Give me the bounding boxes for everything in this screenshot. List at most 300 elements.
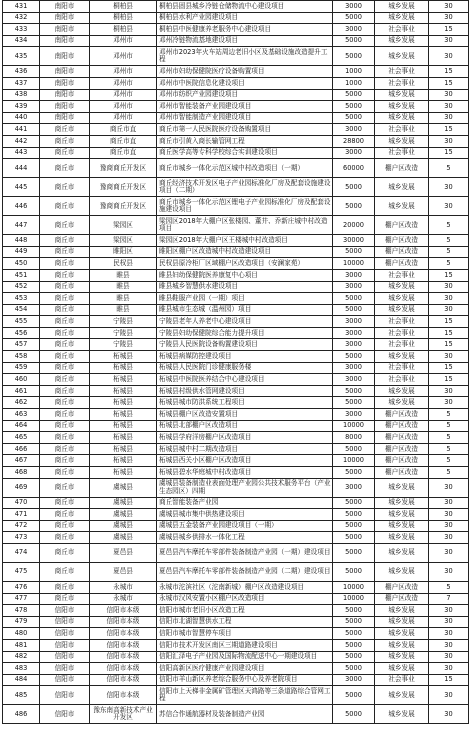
county-cell: 邓州市 <box>90 89 157 101</box>
amount-cell: 8000 <box>333 432 375 444</box>
city-cell: 商丘市 <box>40 509 90 521</box>
project-name-cell: 信阳市城市智慧停车项目 <box>157 628 333 640</box>
amount-cell: 3000 <box>333 147 375 159</box>
city-cell: 商丘市 <box>40 351 90 363</box>
table-row <box>3 89 469 101</box>
category-cell: 城乡发展 <box>375 532 429 544</box>
row-number-cell: 459 <box>3 362 40 374</box>
county-cell: 夏邑县 <box>90 562 157 581</box>
county-cell: 信阳市本级 <box>90 663 157 675</box>
years-cell: 30 <box>429 12 469 24</box>
table-row <box>3 216 469 235</box>
category-cell: 社会事业 <box>375 674 429 686</box>
years-cell: 30 <box>429 397 469 409</box>
county-cell: 信阳市本级 <box>90 674 157 686</box>
table-row <box>3 628 469 640</box>
years-cell: 30 <box>429 304 469 316</box>
table-row <box>3 409 469 421</box>
amount-cell: 5000 <box>333 497 375 509</box>
category-cell: 城乡发展 <box>375 304 429 316</box>
table-row <box>3 281 469 293</box>
project-name-cell: 邓州市2023年火车站周边老旧小区及基础设施改造提升工程 <box>157 47 333 66</box>
county-cell: 睢县 <box>90 293 157 305</box>
amount-cell: 3000 <box>333 316 375 328</box>
row-number-cell: 448 <box>3 235 40 247</box>
project-name-cell: 柘城县城中村二期改造项目 <box>157 443 333 455</box>
project-table-page <box>2 0 468 742</box>
amount-cell: 5000 <box>333 385 375 397</box>
amount-cell: 28800 <box>333 135 375 147</box>
amount-cell: 5000 <box>333 686 375 705</box>
amount-cell: 3000 <box>333 269 375 281</box>
project-name-cell: 信阳市羊山新区养老综合服务中心及养老院项目 <box>157 674 333 686</box>
project-name-cell: 苏信合作通航器材及装备制造产业园 <box>157 705 333 724</box>
city-cell: 商丘市 <box>40 178 90 197</box>
project-name-cell: 商丘市引黄入商长输管网工程 <box>157 135 333 147</box>
amount-cell: 5000 <box>333 89 375 101</box>
years-cell: 30 <box>429 605 469 617</box>
row-number-cell: 457 <box>3 339 40 351</box>
years-cell: 30 <box>429 197 469 216</box>
city-cell: 商丘市 <box>40 455 90 467</box>
county-cell: 柘城县 <box>90 351 157 363</box>
table-row <box>3 112 469 124</box>
amount-cell: 5000 <box>333 112 375 124</box>
years-cell: 30 <box>429 628 469 640</box>
category-cell: 社会事业 <box>375 24 429 36</box>
amount-cell: 5000 <box>333 562 375 581</box>
table-row <box>3 663 469 675</box>
project-name-cell: 睢县妇幼保健院医养康复中心项目 <box>157 269 333 281</box>
category-cell: 城乡发展 <box>375 628 429 640</box>
city-cell: 商丘市 <box>40 593 90 605</box>
table-row <box>3 24 469 36</box>
city-cell: 商丘市 <box>40 293 90 305</box>
table-row <box>3 581 469 593</box>
project-name-cell: 虞城县装备制造业表面处理产业园公共技术服务平台（产业生态园区）四期 <box>157 478 333 497</box>
county-cell: 睢县 <box>90 304 157 316</box>
years-cell: 15 <box>429 339 469 351</box>
category-cell: 社会事业 <box>375 327 429 339</box>
table-row <box>3 562 469 581</box>
city-cell: 南阳市 <box>40 112 90 124</box>
table-row <box>3 455 469 467</box>
years-cell: 30 <box>429 281 469 293</box>
project-name-cell: 宁陵县老年人养老中心建设项目 <box>157 316 333 328</box>
years-cell: 30 <box>429 351 469 363</box>
years-cell: 30 <box>429 101 469 113</box>
city-cell: 商丘市 <box>40 397 90 409</box>
amount-cell: 5000 <box>333 543 375 562</box>
amount-cell: 3000 <box>333 327 375 339</box>
project-name-cell: 永城市汉风安置小区棚户区改造项目 <box>157 593 333 605</box>
city-cell: 商丘市 <box>40 216 90 235</box>
table-row <box>3 197 469 216</box>
table-row <box>3 420 469 432</box>
amount-cell: 3000 <box>333 281 375 293</box>
category-cell: 城乡发展 <box>375 497 429 509</box>
city-cell: 商丘市 <box>40 432 90 444</box>
category-cell: 城乡发展 <box>375 509 429 521</box>
county-cell: 邓州市 <box>90 77 157 89</box>
category-cell: 社会事业 <box>375 77 429 89</box>
category-cell: 城乡发展 <box>375 112 429 124</box>
category-cell: 棚户区改造 <box>375 159 429 178</box>
city-cell: 商丘市 <box>40 443 90 455</box>
years-cell: 15 <box>429 374 469 386</box>
project-name-cell: 信阳市城市老旧小区改造工程 <box>157 605 333 617</box>
table-row <box>3 178 469 197</box>
category-cell: 棚户区改造 <box>375 467 429 479</box>
city-cell: 南阳市 <box>40 24 90 36</box>
row-number-cell: 433 <box>3 24 40 36</box>
row-number-cell: 462 <box>3 397 40 409</box>
table-row <box>3 497 469 509</box>
city-cell: 信阳市 <box>40 686 90 705</box>
county-cell: 睢县 <box>90 269 157 281</box>
row-number-cell: 434 <box>3 35 40 47</box>
category-cell: 城乡发展 <box>375 605 429 617</box>
city-cell: 商丘市 <box>40 581 90 593</box>
county-cell: 柘城县 <box>90 467 157 479</box>
amount-cell: 60000 <box>333 159 375 178</box>
category-cell: 城乡发展 <box>375 543 429 562</box>
project-name-cell: 柘城县病媒防控建设项目 <box>157 351 333 363</box>
amount-cell: 5000 <box>333 509 375 521</box>
city-cell: 商丘市 <box>40 246 90 258</box>
project-name-cell: 邓州市妇幼保健院医疗设备购置项目 <box>157 66 333 78</box>
amount-cell: 5000 <box>333 12 375 24</box>
project-name-cell: 邓州市纺织产业园建设项目 <box>157 89 333 101</box>
table-row <box>3 674 469 686</box>
county-cell: 宁陵县 <box>90 327 157 339</box>
category-cell: 城乡发展 <box>375 520 429 532</box>
row-number-cell: 456 <box>3 327 40 339</box>
table-row <box>3 532 469 544</box>
table-row <box>3 124 469 136</box>
project-name-cell: 柘城县碧水华庭城中村改造项目 <box>157 467 333 479</box>
row-number-cell: 438 <box>3 89 40 101</box>
table-row <box>3 147 469 159</box>
amount-cell: 3000 <box>333 674 375 686</box>
row-number-cell: 436 <box>3 66 40 78</box>
county-cell: 永城市 <box>90 581 157 593</box>
row-number-cell: 474 <box>3 543 40 562</box>
project-name-cell: 夏邑县汽车摩托车零部件装备制造产业园（一期）建设项目 <box>157 543 333 562</box>
row-number-cell: 432 <box>3 12 40 24</box>
project-name-cell: 商丘经济技术开发区电子产业园标准化厂房及配套设施建设项目（二期） <box>157 178 333 197</box>
project-name-cell: 信阳市北湖智慧供水工程 <box>157 616 333 628</box>
row-number-cell: 465 <box>3 432 40 444</box>
category-cell: 城乡发展 <box>375 351 429 363</box>
row-number-cell: 455 <box>3 316 40 328</box>
table-row <box>3 339 469 351</box>
table-row <box>3 605 469 617</box>
row-number-cell: 472 <box>3 520 40 532</box>
years-cell: 5 <box>429 443 469 455</box>
city-cell: 信阳市 <box>40 605 90 617</box>
years-cell: 5 <box>429 216 469 235</box>
years-cell: 5 <box>429 467 469 479</box>
row-number-cell: 451 <box>3 269 40 281</box>
project-name-cell: 睢县鞋服产业园（一期）项目 <box>157 293 333 305</box>
category-cell: 城乡发展 <box>375 663 429 675</box>
city-cell: 商丘市 <box>40 235 90 247</box>
amount-cell: 5000 <box>333 293 375 305</box>
table-row <box>3 593 469 605</box>
category-cell: 棚户区改造 <box>375 581 429 593</box>
county-cell: 柘城县 <box>90 385 157 397</box>
category-cell: 城乡发展 <box>375 197 429 216</box>
category-cell: 城乡发展 <box>375 616 429 628</box>
county-cell: 豫商商丘开发区 <box>90 197 157 216</box>
county-cell: 商丘市直 <box>90 147 157 159</box>
row-number-cell: 446 <box>3 197 40 216</box>
project-name-cell: 虞城县城乡供排水一体化工程 <box>157 532 333 544</box>
row-number-cell: 453 <box>3 293 40 305</box>
table-row <box>3 385 469 397</box>
amount-cell: 5000 <box>333 351 375 363</box>
years-cell: 15 <box>429 147 469 159</box>
county-cell: 豫商商丘开发区 <box>90 159 157 178</box>
years-cell: 15 <box>429 327 469 339</box>
row-number-cell: 431 <box>3 1 40 13</box>
project-name-cell: 邓州市智能装备产业园建设项目 <box>157 101 333 113</box>
county-cell: 商丘市直 <box>90 135 157 147</box>
category-cell: 棚户区改造 <box>375 593 429 605</box>
city-cell: 南阳市 <box>40 101 90 113</box>
years-cell: 15 <box>429 674 469 686</box>
county-cell: 柘城县 <box>90 432 157 444</box>
project-name-cell: 信阳高新区医疗健康产业园建设项目 <box>157 663 333 675</box>
category-cell: 城乡发展 <box>375 89 429 101</box>
years-cell: 30 <box>429 497 469 509</box>
city-cell: 商丘市 <box>40 409 90 421</box>
amount-cell: 5000 <box>333 467 375 479</box>
row-number-cell: 452 <box>3 281 40 293</box>
years-cell: 30 <box>429 112 469 124</box>
years-cell: 30 <box>429 562 469 581</box>
project-name-cell: 邓州冷链物流基地建设项目 <box>157 35 333 47</box>
years-cell: 30 <box>429 532 469 544</box>
county-cell: 柘城县 <box>90 397 157 409</box>
table-row <box>3 478 469 497</box>
row-number-cell: 463 <box>3 409 40 421</box>
row-number-cell: 478 <box>3 605 40 617</box>
table-row <box>3 47 469 66</box>
county-cell: 睢阳区 <box>90 246 157 258</box>
city-cell: 商丘市 <box>40 197 90 216</box>
city-cell: 商丘市 <box>40 520 90 532</box>
city-cell: 信阳市 <box>40 674 90 686</box>
category-cell: 城乡发展 <box>375 1 429 13</box>
years-cell: 30 <box>429 89 469 101</box>
city-cell: 商丘市 <box>40 339 90 351</box>
row-number-cell: 471 <box>3 509 40 521</box>
years-cell: 15 <box>429 66 469 78</box>
project-name-cell: 梁园区2018年大棚户区张楼园、董井、乔新庄城中村改造项目 <box>157 216 333 235</box>
county-cell: 柘城县 <box>90 443 157 455</box>
county-cell: 柘城县 <box>90 362 157 374</box>
amount-cell: 5000 <box>333 47 375 66</box>
county-cell: 邓州市 <box>90 35 157 47</box>
amount-cell: 10000 <box>333 455 375 467</box>
project-name-cell: 桐柏县固县城乡冷链仓储物流中心建设项目 <box>157 1 333 13</box>
county-cell: 虞城县 <box>90 532 157 544</box>
row-number-cell: 480 <box>3 628 40 640</box>
row-number-cell: 445 <box>3 178 40 197</box>
table-row <box>3 362 469 374</box>
years-cell: 5 <box>429 432 469 444</box>
row-number-cell: 460 <box>3 374 40 386</box>
row-number-cell: 440 <box>3 112 40 124</box>
table-row <box>3 397 469 409</box>
category-cell: 棚户区改造 <box>375 409 429 421</box>
project-name-cell: 桐柏县中医健康养老服务中心建设项目 <box>157 24 333 36</box>
county-cell: 柘城县 <box>90 374 157 386</box>
city-cell: 南阳市 <box>40 89 90 101</box>
years-cell: 5 <box>429 235 469 247</box>
table-row <box>3 639 469 651</box>
table-row <box>3 316 469 328</box>
project-name-cell: 睢县城乡智慧供水建设项目 <box>157 281 333 293</box>
project-name-cell: 柘城县村级供水管网建设项目 <box>157 385 333 397</box>
amount-cell: 5000 <box>333 178 375 197</box>
city-cell: 商丘市 <box>40 327 90 339</box>
amount-cell: 5000 <box>333 705 375 724</box>
row-number-cell: 454 <box>3 304 40 316</box>
years-cell: 5 <box>429 246 469 258</box>
amount-cell: 5000 <box>333 520 375 532</box>
city-cell: 南阳市 <box>40 12 90 24</box>
row-number-cell: 470 <box>3 497 40 509</box>
amount-cell: 30000 <box>333 235 375 247</box>
project-name-cell: 宁陵县妇幼保健院综合能力提升项目 <box>157 327 333 339</box>
category-cell: 棚户区改造 <box>375 420 429 432</box>
years-cell: 15 <box>429 362 469 374</box>
table-row <box>3 35 469 47</box>
project-name-cell: 柘城县西关小区棚户区改造项目 <box>157 455 333 467</box>
county-cell: 邓州市 <box>90 112 157 124</box>
amount-cell: 3000 <box>333 374 375 386</box>
category-cell: 棚户区改造 <box>375 235 429 247</box>
years-cell: 30 <box>429 616 469 628</box>
years-cell: 5 <box>429 409 469 421</box>
project-name-cell: 睢阳区棚户区改造城中村改造建设项目 <box>157 246 333 258</box>
county-cell: 豫东南高新技术产业开发区 <box>90 705 157 724</box>
amount-cell: 5000 <box>333 397 375 409</box>
amount-cell: 3000 <box>333 1 375 13</box>
row-number-cell: 483 <box>3 663 40 675</box>
amount-cell: 5000 <box>333 605 375 617</box>
row-number-cell: 477 <box>3 593 40 605</box>
category-cell: 社会事业 <box>375 66 429 78</box>
years-cell: 30 <box>429 543 469 562</box>
project-name-cell: 柘城县城市防洪系统工程项目 <box>157 397 333 409</box>
years-cell: 15 <box>429 269 469 281</box>
project-name-cell: 宁陵县人民医院设备购置建设项目 <box>157 339 333 351</box>
table-row <box>3 509 469 521</box>
project-name-cell: 商丘医学高等专科学校综合实训建设项目 <box>157 147 333 159</box>
amount-cell: 5000 <box>333 304 375 316</box>
years-cell: 30 <box>429 47 469 66</box>
amount-cell: 3000 <box>333 24 375 36</box>
years-cell: 15 <box>429 77 469 89</box>
category-cell: 棚户区改造 <box>375 443 429 455</box>
project-name-cell: 虞城县五金装备产业园建设项目（一期） <box>157 520 333 532</box>
table-row <box>3 269 469 281</box>
table-row <box>3 651 469 663</box>
county-cell: 宁陵县 <box>90 316 157 328</box>
years-cell: 15 <box>429 316 469 328</box>
county-cell: 民权县 <box>90 258 157 270</box>
row-number-cell: 447 <box>3 216 40 235</box>
county-cell: 桐柏县 <box>90 1 157 13</box>
project-name-cell: 桐柏县水利产业园建设项目 <box>157 12 333 24</box>
amount-cell: 5000 <box>333 639 375 651</box>
amount-cell: 3000 <box>333 409 375 421</box>
county-cell: 信阳市本级 <box>90 605 157 617</box>
category-cell: 棚户区改造 <box>375 432 429 444</box>
amount-cell: 3000 <box>333 124 375 136</box>
table-row <box>3 351 469 363</box>
category-cell: 城乡发展 <box>375 686 429 705</box>
city-cell: 商丘市 <box>40 147 90 159</box>
city-cell: 信阳市 <box>40 616 90 628</box>
table-row <box>3 705 469 724</box>
county-cell: 邓州市 <box>90 47 157 66</box>
county-cell: 虞城县 <box>90 520 157 532</box>
city-cell: 信阳市 <box>40 639 90 651</box>
city-cell: 信阳市 <box>40 663 90 675</box>
county-cell: 梁园区 <box>90 216 157 235</box>
amount-cell: 1000 <box>333 77 375 89</box>
table-row <box>3 443 469 455</box>
row-number-cell: 442 <box>3 135 40 147</box>
years-cell: 5 <box>429 581 469 593</box>
row-number-cell: 486 <box>3 705 40 724</box>
row-number-cell: 479 <box>3 616 40 628</box>
project-name-cell: 柘城县北部棚户区改造项目 <box>157 420 333 432</box>
years-cell: 5 <box>429 258 469 270</box>
table-row <box>3 101 469 113</box>
table-row <box>3 135 469 147</box>
amount-cell: 5000 <box>333 651 375 663</box>
amount-cell: 5000 <box>333 663 375 675</box>
years-cell: 30 <box>429 686 469 705</box>
project-name-cell: 信阳汇泽电子产业园及国际物流配送中心一期建设项目 <box>157 651 333 663</box>
county-cell: 信阳市本级 <box>90 616 157 628</box>
category-cell: 社会事业 <box>375 374 429 386</box>
city-cell: 商丘市 <box>40 316 90 328</box>
county-cell: 豫商商丘开发区 <box>90 178 157 197</box>
project-name-cell: 信阳市上天梯非金属矿管理区天鸿路等三条道路综合管网工程 <box>157 686 333 705</box>
table-row <box>3 258 469 270</box>
category-cell: 城乡发展 <box>375 178 429 197</box>
project-name-cell: 商丘市城乡一体化示范区锂电子产业园标准化厂房及配套设施建设项目 <box>157 197 333 216</box>
row-number-cell: 437 <box>3 77 40 89</box>
city-cell: 商丘市 <box>40 362 90 374</box>
amount-cell: 3000 <box>333 339 375 351</box>
row-number-cell: 484 <box>3 674 40 686</box>
city-cell: 商丘市 <box>40 562 90 581</box>
city-cell: 商丘市 <box>40 478 90 497</box>
table-row <box>3 327 469 339</box>
project-name-cell: 信阳市技术开发区南区三期道路建设项目 <box>157 639 333 651</box>
category-cell: 棚户区改造 <box>375 216 429 235</box>
city-cell: 商丘市 <box>40 385 90 397</box>
county-cell: 桐柏县 <box>90 24 157 36</box>
